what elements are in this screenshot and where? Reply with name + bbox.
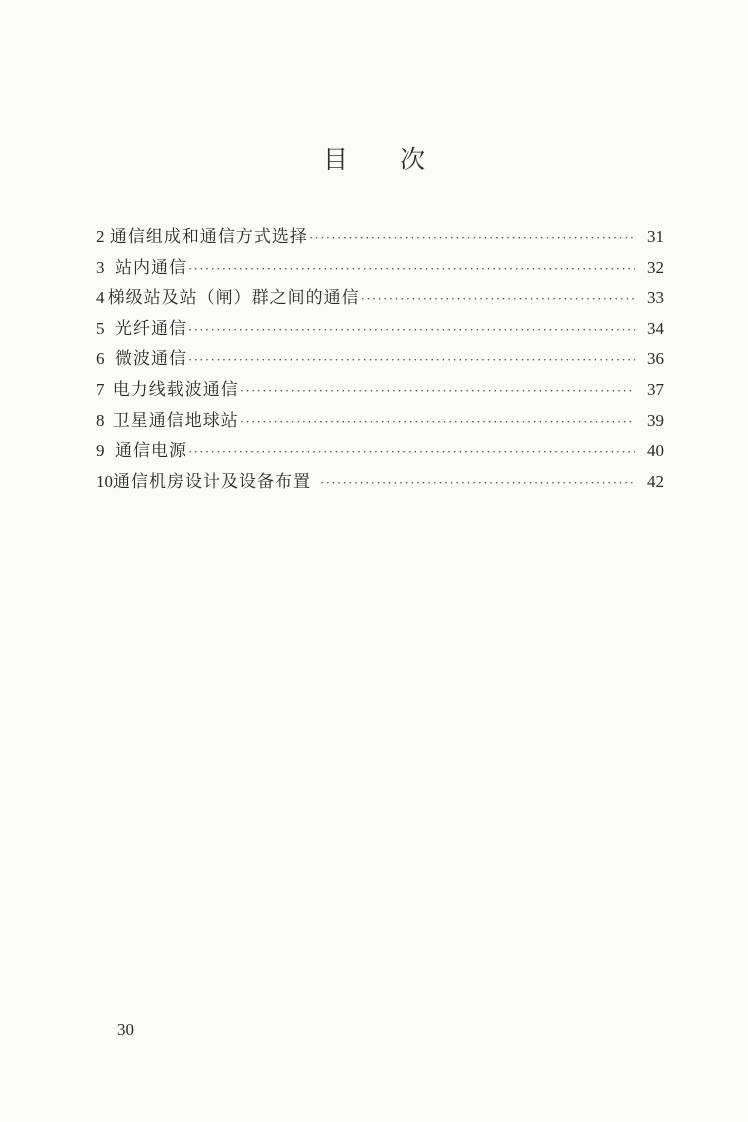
toc-entry[interactable] (96, 283, 664, 314)
page-number: 30 (117, 1020, 134, 1039)
dot-leader (188, 437, 635, 468)
toc-entry-page: 34 (647, 318, 664, 338)
dot-leader (240, 376, 635, 407)
toc-entry[interactable] (96, 436, 664, 467)
toc-entry-number: 7 (96, 379, 105, 399)
toc-entry-label: 光纤通信 (114, 318, 187, 339)
toc-entry-label: 通信机房设计及设备布置 (113, 471, 311, 492)
dot-leader (320, 468, 635, 499)
toc-entry[interactable] (96, 344, 664, 375)
toc-entry-label: 电力线载波通信 (112, 379, 239, 400)
toc-entry-page: 36 (647, 349, 664, 369)
dot-leader (240, 407, 635, 438)
toc-entry-number: 4 (96, 288, 105, 308)
toc-entry-page: 42 (647, 471, 664, 491)
dot-leader (188, 254, 635, 285)
table-of-contents (96, 222, 664, 497)
toc-entry[interactable] (96, 406, 664, 437)
toc-entry-page: 40 (647, 441, 664, 461)
toc-entry-label: 站内通信 (114, 257, 187, 278)
toc-entry-page: 37 (647, 379, 664, 399)
toc-entry-number: 2 (96, 227, 105, 246)
dot-leader (188, 345, 635, 376)
toc-entry-number: 5 (96, 318, 105, 338)
toc-entry-number: 10 (96, 471, 113, 491)
toc-entry-label: 微波通信 (114, 349, 187, 370)
toc-entry[interactable] (96, 467, 664, 498)
toc-entry[interactable] (96, 222, 664, 253)
toc-entry-label: 梯级站及站（闸）群之间的通信 (107, 288, 360, 309)
toc-entry-number: 9 (96, 441, 105, 461)
dot-leader (309, 223, 635, 254)
toc-entry-page: 33 (647, 288, 664, 308)
toc-entry-number: 8 (96, 410, 105, 430)
toc-entry-page: 39 (647, 410, 664, 430)
page-title: 目次 (322, 145, 477, 174)
toc-entry-number: 6 (96, 349, 105, 369)
dot-leader (188, 315, 635, 346)
toc-entry[interactable] (96, 314, 664, 345)
toc-entry-label: 卫星通信地球站 (112, 410, 239, 431)
toc-entry-number: 3 (96, 257, 105, 277)
toc-entry[interactable] (96, 253, 664, 284)
toc-entry-label: 通信电源 (114, 441, 187, 462)
dot-leader (361, 284, 635, 315)
toc-entry-label: 通信组成和通信方式选择 (109, 227, 308, 247)
toc-entry-page: 32 (647, 257, 664, 277)
toc-entry[interactable] (96, 375, 664, 406)
toc-entry-page: 31 (647, 227, 664, 246)
